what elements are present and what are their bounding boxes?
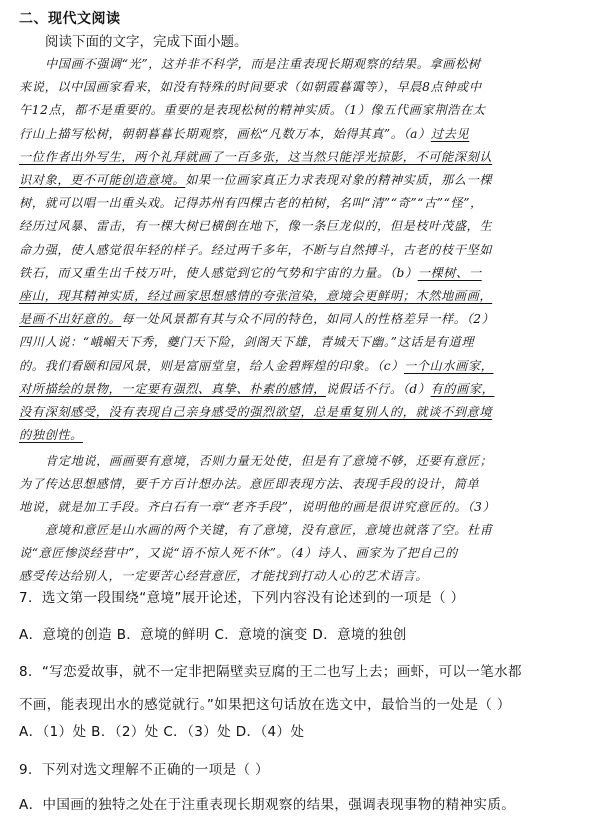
question-8-stem-line-1: 8．“写恋爱故事，就不一定非把隔壁卖豆腐的王二也写上去；画虾，可以一笔水都: [19, 664, 522, 680]
passage-segment: 午12点，都不是重要的。重要的是表现松树的精神实质。（1）像五代画家荆浩在太: [19, 103, 486, 118]
passage-line: [19, 310, 494, 327]
passage-line: [19, 333, 474, 350]
passage-line: [19, 101, 486, 118]
passage-segment: 经历过风暴、雷击，有一棵大树已横倒在地下，像一条巨龙似的，但是枝叶茂盛，生: [19, 219, 493, 234]
question-9-option-a: A．中国画的独特之处在于注重表现长期观察的结果，强调表现事物的精神实质。: [19, 797, 516, 813]
passage-segment: 每一处风景都有其与众不同的特色，如同人的性格差异一样。（2）: [121, 312, 495, 327]
passage-segment: 行山上描写松树，朝朝暮暮长期观察，画松“凡数万本，始得其真”。（a）: [19, 126, 431, 141]
question-9-stem: 9．下列对选文理解不正确的一项是（ ）: [19, 762, 269, 778]
passage-segment: 来说，以中国画家看来，如没有特殊的时间要求（如朝霞暮霭等），早晨8点钟或中: [19, 80, 482, 95]
passage-segment: 对所描绘的景物，一定要有强烈、真挚、朴素的感情，: [19, 381, 326, 396]
passage-line: [19, 194, 483, 211]
passage-segment: 一位作者出外写生，两个礼拜就画了一百多张，这当然只能浮光掠影，不可能深刻认: [19, 149, 493, 164]
passage-segment: 过去见: [430, 126, 470, 141]
passage-line: [19, 171, 492, 188]
passage-line: [19, 287, 492, 304]
passage-segment: 地说，就是加工手段。齐白石有一章“老齐手段”，说明他的画是很讲究意匠的。（3）: [19, 500, 496, 515]
passage-line: [19, 78, 482, 95]
passage-line: [19, 241, 492, 258]
question-8-options: A．（1）处 B．（2）处 C．（3）处 D．（4）处: [19, 724, 305, 740]
passage-line: [19, 426, 83, 443]
passage-segment: 说假话不行。（d）: [325, 381, 431, 396]
passage-line: [45, 521, 493, 538]
passage-segment: 如果一位画家真正力求表现对象的精神实质，那么一棵: [185, 173, 493, 187]
passage-line: [19, 264, 482, 281]
passage-segment: 木然地画画，: [415, 289, 493, 303]
passage-segment: 有的画家，: [430, 381, 495, 396]
question-8-stem-line-2: 不画，能表现出水的感觉就行。”如果把这句话放在选文中，最恰当的一处是（ ）: [19, 697, 511, 713]
passage-segment: 意境和意匠是山水画的两个关键，有了意境，没有意匠，意境也就落了空。杜甫: [45, 523, 493, 537]
passage-line: [19, 475, 479, 492]
passage-segment: 的。我们看颐和园风景，则是富丽堂皇，给人金碧辉煌的印象。（c）: [19, 358, 404, 373]
passage-segment: 识对象，更不可能创造意境。: [19, 173, 186, 187]
passage-segment: 感受传达给别人，一定要苦心经营意匠，才能找到打动人心的艺术语言。: [19, 569, 429, 584]
passage-segment: 中国画不强调“光”，这并非不科学，而是注重表现长期观察的结果。拿画松树: [45, 57, 481, 71]
passage-line: [45, 55, 481, 72]
passage-line: [19, 217, 492, 234]
question-7-stem: 7．选文第一段围绕“意境”展开论述，下列内容没有论述到的一项是（ ）: [19, 590, 465, 606]
passage-segment: 的独创性。: [19, 428, 83, 443]
passage-segment: 四川人说：“峨嵋天下秀，夔门天下险，剑阁天下雄，青城天下幽。”这话是有道理: [19, 335, 475, 350]
reading-instruction: 阅读下面的文字，完成下面小题。: [45, 34, 248, 50]
passage-segment: 是画不出好意的。: [19, 312, 122, 327]
passage-segment: 一棵树、一: [417, 265, 482, 280]
passage-segment: 树，就可以唱一出重头戏。记得苏州有四棵古老的柏树，名叫“清”“奇”“古”“怪”，: [19, 196, 483, 211]
passage-line: [19, 357, 493, 374]
passage-segment: 座山，现其精神实质，经过画家思想感情的夸张渲染，意境会更鲜明；: [19, 289, 416, 303]
passage-segment: 肯定地说，画画要有意境，否则力量无处使，但是有了意境不够，还要有意匠；: [45, 454, 493, 468]
passage-line: [19, 125, 469, 142]
passage-segment: 命力强，使人感觉很年轻的样子。经过两千多年，不断与自然搏斗，古老的枝干坚如: [19, 242, 493, 257]
passage-segment: 说“意匠惨淡经营中”，又说“语不惊人死不休”。（4）诗人、画家为了把自己的: [19, 546, 458, 561]
question-7-options: A．意境的创造 B．意境的鲜明 C．意境的演变 D．意境的独创: [19, 627, 407, 643]
passage-line: [19, 544, 458, 561]
passage-segment: 铁石，而又重生出千枝万叶，使人感觉到它的气势和宇宙的力量。（b）: [19, 265, 418, 280]
section-heading: 二、现代文阅读: [19, 11, 121, 27]
passage-line: [45, 452, 493, 469]
passage-line: [19, 403, 492, 420]
passage-line: [19, 380, 494, 397]
passage-segment: 为了传达思想感情，要千方百计想办法。意匠即表现方法、表现手段的设计，简单: [19, 477, 480, 492]
passage-segment: 没有深刻感受，没有表现自己亲身感受的强烈欲望，总是重复别人的，就谈不到意境: [19, 405, 493, 419]
passage-line: [19, 567, 428, 584]
passage-segment: 一个山水画家，: [403, 358, 494, 373]
passage-line: [19, 148, 492, 165]
passage-line: [19, 498, 495, 515]
